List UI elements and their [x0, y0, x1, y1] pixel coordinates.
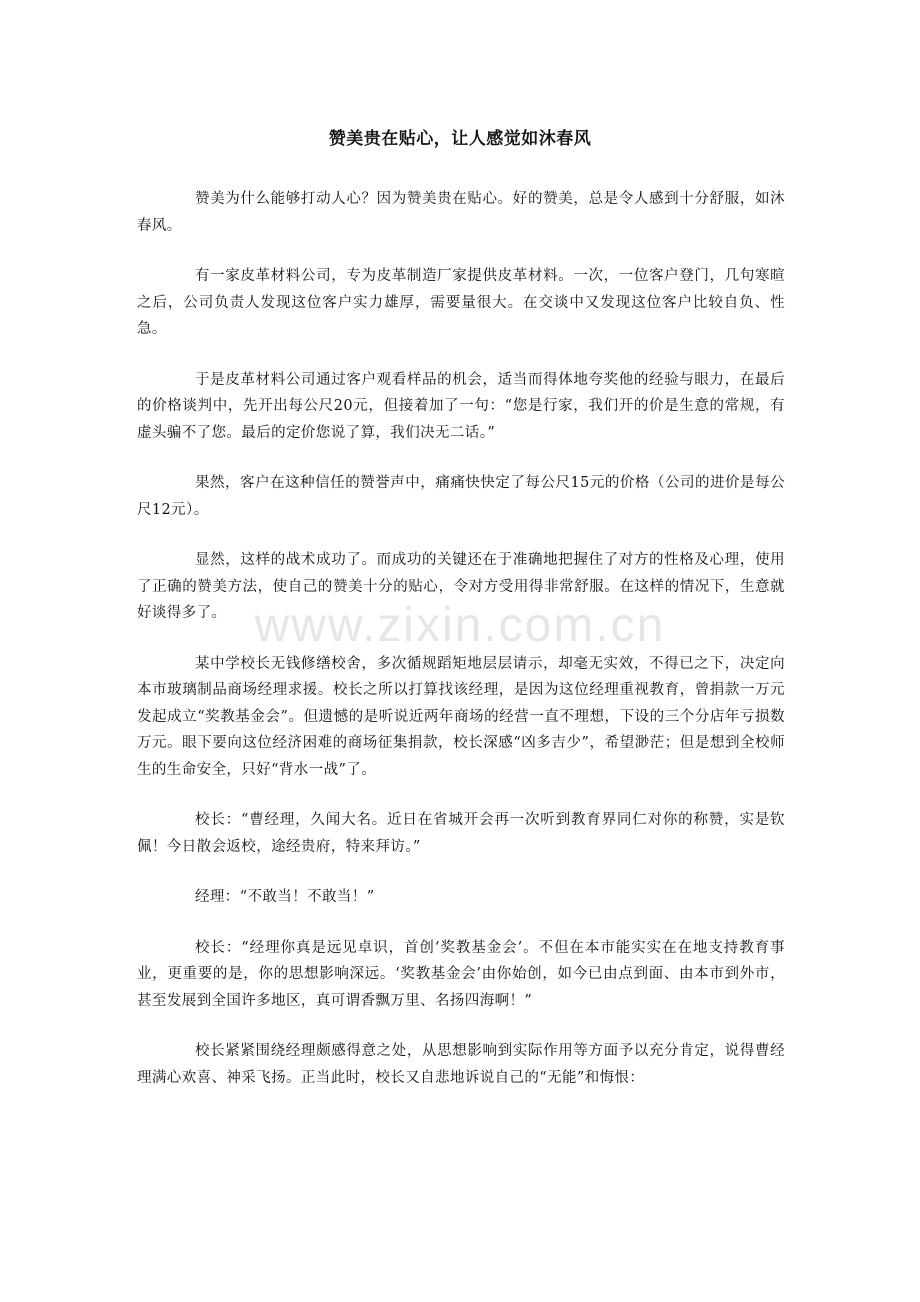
paragraph: 有一家皮革材料公司，专为皮革制造厂家提供皮革材料。一次，一位客户登门，几句寒暄之后，公司负责人发现这位客户实力雄厚，需要量很大。在交谈中又发现这位客户比较自负、性急。 — [137, 268, 785, 337]
document-body — [137, 186, 785, 1115]
paragraph: 果然，客户在这种信任的赞誉声中，痛痛快快定了每公尺15元的价格（公司的进价是每公尺12元）。 — [137, 475, 785, 518]
document-title: 赞美贵在贴心，让人感觉如沐春风 — [328, 129, 592, 149]
paragraph: 赞美为什么能够打动人心？因为赞美贵在贴心。好的赞美，总是令人感到十分舒服，如沐春风。 — [137, 191, 785, 234]
paragraph: 显然，这样的战术成功了。而成功的关键还在于准确地把握住了对方的性格及心理，使用了正确的赞美方法，使自己的赞美十分的贴心，令对方受用得非常舒服。在这样的情况下，生意就好谈得多了。 — [137, 552, 785, 621]
paragraph: 校长：“曹经理，久闻大名。近日在省城开会再一次听到教育界同仁对你的称赞，实是钦佩！今日散会返校，途经贵府，特来拜访。” — [137, 812, 785, 855]
paragraph: 校长：“经理你真是远见卓识，首创‘奖教基金会’。不但在本市能实实在在地支持教育事业，更重要的是，你的思想影响深远。‘奖教基金会’由你始创，如今已由点到面、由本市到外市，甚至发展到全国许多地区，真可谓香飘万里、名扬四海啊！” — [137, 939, 785, 1009]
paragraph: 校长紧紧围绕经理颇感得意之处，从思想影响到实际作用等方面予以充分肯定，说得曹经理满心欢喜、神采飞扬。正当此时，校长又自悲地诉说自己的“无能”和悔恨： — [137, 1043, 785, 1086]
paragraph: 于是皮革材料公司通过客户观看样品的机会，适当而得体地夸奖他的经验与眼力，在最后的价格谈判中，先开出每公尺20元，但接着加了一句：“您是行家，我们开的价是生意的常规，有虚头骗不了您。最后的定价您说了算，我们决无二话。” — [137, 371, 785, 441]
paragraph: 某中学校长无钱修缮校舍，多次循规蹈矩地层层请示，却毫无实效，不得已之下，决定向本市玻璃制品商场经理求援。校长之所以打算找该经理，是因为这位经理重视教育，曾捐款一万元发起成立“奖教基金会”。但遗憾的是听说近两年商场的经营一直不理想，下设的三个分店年亏损数万元。眼下要向这位经济困难的商场征集捐款，校长深感“凶多吉少”，希望渺茫；但是想到全校师生的生命安全，只好“背水一战”了。 — [137, 655, 785, 778]
watermark-text: www.zixin.com.cn — [254, 599, 666, 652]
paragraph: 经理：“不敢当！不敢当！” — [195, 889, 375, 905]
